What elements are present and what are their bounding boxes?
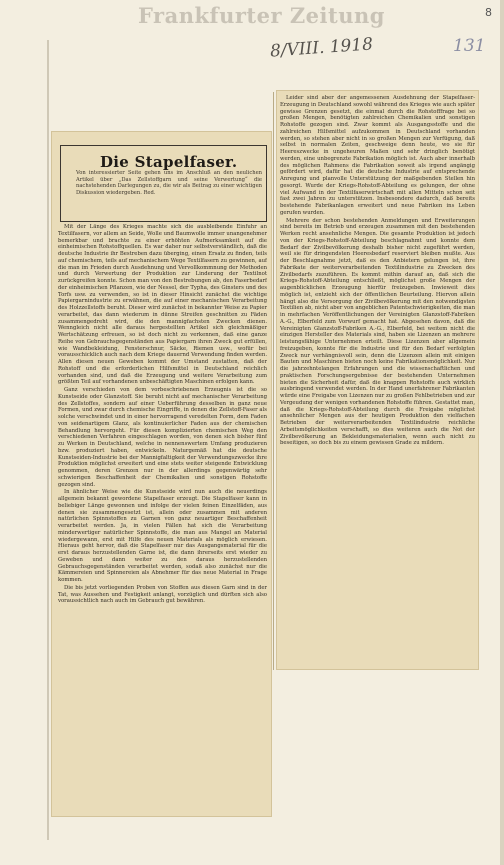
paragraph: Ganz verschieden von dem vorbeschriebenen Erzeugnis ist die so Kunstseide oder Glanzstoff. Sie beruht nicht auf mechanischer Verarbeitung des Zellstoffes, sondern auf einer Ueberführung desselben in ganz neue Formen, und zwar durch chemische Eingriffe, in denen die Zellstoff-Faser als solche verschwindet und in einer hervorragend veredelten Form, dem Faden von seidenartigem Glanz, als kontinuierlicher Faden aus der chemischen Behandlung hervorgeht. Für diesen komplizierten chemischen Weg den verschiedenen Verfahren eingeschlagen worden, von denen sich bisher fünf zu Werken in Deutschland, welche in nennenswertem Umfang produzieren bzw. produziert haben, entwickeln. Naturgemäß hat die deutsche Kunstseiden-Industrie bei der Mannigfaltigkeit der Verwendungszwecke ihre Produktion möglichst erweitert und eine stets weiter steigende Entwicklung genommen, deren Grenzen nur in der allerdings gegenwärtig sehr schwierigen Beschaffenheit der Chemikalien und sonstigen Rohstoffe gezogen sind. (58, 387, 267, 488)
paragraph: In ähnlicher Weise wie die Kunstseide wird nun auch die neuerdings allgemein bekannt gewordene Stapelfaser erzeugt. Die Stapelfaser kann in beliebiger Länge gewonnen und infolge der vielen feinen Einzelfäden, aus denen sie zusammengesetzt ist, allein oder zusammen mit anderen natürlichen Spinnstoffen zu Garnen von ganz neuartiger Beschaffenheit verarbeitet werden. Ja, in vielen Fällen hat sich die Verarbeitung minderwertiger natürlicher Spinnstoffe, die man aus Mangel an Material wiedergewann, erst mit Hilfe des neuen Materials als möglich erwiesen. Hieraus geht hervor, daß die Stapelfaser nur das Ausgangsmaterial für die erst daraus herzustellenden Garne ist, die dann ihrerseits erst wieder zu Geweben und dann weiter zu den daraus herzustellenden Gebrauchsgegenständen verarbeitet werden, sodaß also zunächst nur die Kämmereien und Spinnereien als Abnehmer für das neue Material in Frage kommen. (58, 489, 267, 583)
handwritten-date: 8/VIII. 1918 (269, 34, 374, 62)
article-column-left (58, 224, 267, 809)
page-number: 8 (485, 6, 492, 19)
paragraph: Mit der Länge des Krieges machte sich die ausbleibende Einfuhr an Textilfasern, vor allem an Seide, Wolle und Baumwolle immer unangenehmer bemerkbar und brachte zu einer erhöhten Aufmerksamkeit auf die einheimischen Rohstoffquellen. Es war daher nur selbstverständlich, daß die deutsche Industrie ihr Bestreben dazu überging, einen Ersatz zu finden, teils auf chemischem, teils auf mechanischem Wege Textilfasern zu gewinnen, auf die man im Frieden durch Ausdehnung und Vervollkommnung der Methoden und durch Verwertung der Produktion zur Linderung der Textilnot zurückgreifen konnte. Schon man von den Bestrebungen ab, den Faserbedarf der einheimischen Pflanzen, wie der Nessel, der Typha, des Ginsters und des Torfs usw. zu verwenden, so ist in dieser Hinsicht zunächst die wichtige Papiergarnindustrie zu erwähnen, die auf einer mechanischen Verarbeitung des Holzzellstoffs beruht. Dieser wird zunächst in bekannter Weise zu Papier verarbeitet, das dann wiederum in dünne Streifen geschnitten zu Fäden zusammengedreht wird, die den mannigfachsten Zwecken dienen. Wenngleich nicht alle daraus hergestellten Artikel sich gleichmäßiger Wertschätzung erfreuen, so ist doch nicht zu verkennen, daß eine ganze Reihe von Gebrauchsgegenständen aus Papiergarn ihren Zweck gut erfüllen, wie Wandbekleidung, Fensterschnur, Säcke, Riemen usw., wofür bei vorausschicklich auch nach dem Kriege dauernd Verwendung finden werden. Allen diesen neuen Geweben kommt der Umstand zustatten, daß der Rohstoff und die erforderlichen Hilfsmittel in Deutschland reichlich vorhanden sind, und daß die Erzeugung und weitere Verarbeitung zum größten Teil auf vorhandenen unbeschäftigten Maschinen erfolgen kann. (58, 224, 267, 386)
handwritten-archive-number: 131 (453, 36, 486, 56)
newspaper-name-stamp: Frankfurter Zeitung (138, 3, 385, 28)
article-column-right (280, 95, 475, 665)
margin-rule (47, 40, 49, 840)
paragraph: Die bis jetzt vorliegenden Proben von Stoffen aus diesen Garn sind in der Tat, was Aussehen und Festigkeit anlangt, vorzüglich und dürften sich also voraussichtlich nach auch im Gebrauch gut bewähren. (58, 584, 267, 605)
column-divider (273, 92, 274, 670)
paragraph: Mehrere der schon bestehenden Anmeldungen und Erweiterungen sind bereits im Betrieb und erzeugen zusammen mit den bestehenden Werken recht ansehnliche Mengen. Die gesamte Produktion ist jedoch von der Kriegs-Rohstoff-Abteilung beschlagnahmt und konnte dem Bedarf der Zivilbevölkerung deshalb bisher nicht zugeführt werden, weil sie für dringendsten Heeresbedarf reserviert bleiben mußte. Aus der Beschlagnahme jetzt, daß es den Anbietern gelungen ist, ihre Fabrikate der weiterverarbeitenden Textilindustrie zu Zwecken des Zivilbedarfs zuzuführen. Es kommt mithin darauf an, daß sich die Kriegs-Rohstoff-Abteilung entschließt, möglichst große Mengen der augenblicklichen Erzeugung hierfür freizugeben. Inwieweit dies möglich ist, entzieht sich der öffentlichen Beurteilung. Hiervon allein hängt also die Versorgung der Zivilbevölkerung mit den notwendigsten Textilien ab, nicht aber von angeblichen Patentschwierigkeiten, die man in mehrfachen Veröffentlichungen der Vereinigten Glanzstoff-Fabriken A.-G., Elberfeld zum Vorwurf gemacht hat. Abgesehen davon, daß die Vereinigten Glanzstoff-Fabriken A.-G., Elberfeld, bei weitem nicht die einzigen Hersteller des Materials sind, haben sie Lizenzen an mehrere leistungsfähige Unternehmen erteilt. Diese Lizenzen aber allgemein freizugeben, konnte für die Industrie und für den Bedarf verfolgten Zweck nur verhängnisvoll sein, denn die Lizenzen allein mit einigen Bauten und Maschinen bieten noch keine Fabrikationsmöglichkeit. Nur die jahrzehntelangen Erfahrungen und die wissenschaftlichen und praktischen Forschungsergebnisse der bestehenden Unternehmen bieten die Sicherheit dafür, daß die knappen Rohstoffe auch wirklich ausbringend verwendet werden. In der Hand unerfahrener Fabrikanten würde eine Freigabe von Lizenzen nur zu großen Fehlbetrieben und zur Vergeudung der wenigen vorhandenen Rohstoffe führen. Gestattet man, daß die Kriegs-Rohstoff-Abteilung durch die Freigabe möglichst ansehnlicher Mengen aus der heutigen Produktion den vielfachen Betrieben der weiterverarbeitenden Textilindustrie reichliche Arbeitsmöglichkeiten verschafft, so dies weiteren auch die Not der Zivilbevölkerung an Bekleidungsmaterialien, wenn auch nicht zu beseitigen, so doch bis zu einem gewissen Grade zu mildern. (280, 217, 475, 447)
article-lead: Von interessierter Seite gehen uns im Anschluß an den neulichen Artikel über „Das Zellstoffgarn und seine Verwertung“ die nachstehenden Darlegungen zu, die wir als Beitrag zu einer wichtigen Diskussion wiedergeben. Red. (76, 170, 262, 196)
sheet-edge (500, 0, 504, 865)
article-title: Die Stapelfaser. (100, 153, 238, 171)
paragraph: Leider sind aber der angemessenen Ausdehnung der Stapelfaser-Erzeugung in Deutschland sowohl während des Krieges wie auch später gewisse Grenzen gesetzt, die einmal durch die Rohstofffrage bei so großen Mengen, benötigten zahlreichen Chemikalien und sonstigen Rohstoffe gezogen sind. Zwar kommt als Ausgangsstoffe und die zahlreichen Hilfsmittel aufzukommen in Deutschland vorhanden werden, so stehen aber nicht in so großen Mengen zur Verfügung, daß selbst in normalen Zeiten, geschweige denn heute, wo sie für Heereszwecke in ungeheuren Maßen und sehr dringlich benötigt werden, eine unbegrenzte Fabrikation möglich ist. Auch aber innerhalb des möglichen Rahmens die Fabrikation soweit als irgend angängig gefördert wird, dafür hat die deutsche Industrie auf entsprechende Anregung und planvolle Unterstützung der maßgebenden Stellen hin gesorgt. Wurde der Kriegs-Rohstoff-Abteilung es gelungen, der ohne viel Aufwand in der Textilfaserwirtschaft mit allen Mitteln schon seit fast zwei Jahren zu unterstützen. Insbesondere dadurch, daß bereits bestehende Fabrikanlagen erweitert und neue Fabriken ins Leben gerufen wurden. (280, 95, 475, 216)
